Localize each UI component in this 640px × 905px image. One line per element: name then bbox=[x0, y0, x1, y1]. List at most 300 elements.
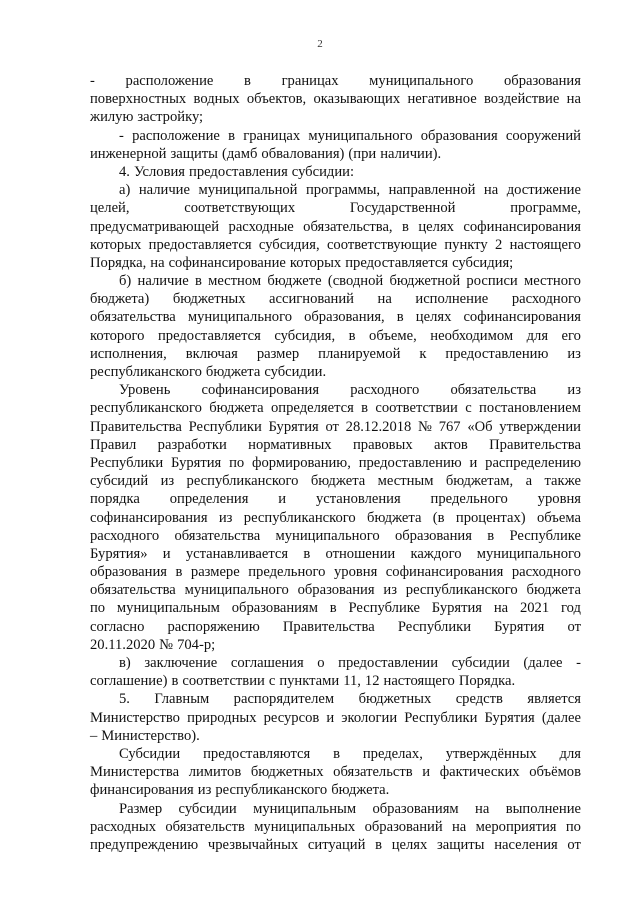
text-line bbox=[90, 254, 581, 272]
word: уровня bbox=[333, 564, 378, 581]
word: нормативных bbox=[248, 436, 332, 453]
word: на bbox=[150, 254, 165, 271]
word: является bbox=[527, 691, 581, 708]
word: Министерства bbox=[90, 764, 180, 781]
word: на bbox=[475, 800, 490, 817]
word: в bbox=[348, 327, 356, 344]
word: правовых bbox=[352, 436, 413, 453]
word: местным bbox=[377, 473, 434, 490]
word: год bbox=[560, 600, 581, 617]
word: - bbox=[119, 127, 124, 144]
word: образования bbox=[297, 582, 375, 599]
word: муниципального bbox=[476, 545, 581, 562]
word: соглашение) bbox=[90, 673, 168, 690]
word: утверждённых bbox=[445, 745, 537, 762]
word: субсидий bbox=[90, 473, 149, 490]
word: софинансирования bbox=[90, 509, 208, 526]
word: «Об bbox=[467, 418, 493, 435]
word: целей, bbox=[90, 200, 130, 217]
word: достижение bbox=[506, 182, 581, 199]
word: Бурятия bbox=[268, 418, 319, 435]
word: бюджетной bbox=[389, 273, 461, 290]
word: Бурятия bbox=[171, 454, 222, 471]
word: постановлением bbox=[479, 400, 581, 417]
word: Уровень bbox=[119, 382, 171, 399]
text-line bbox=[90, 654, 581, 672]
word: защиты bbox=[170, 145, 218, 162]
word: фактических bbox=[439, 764, 520, 781]
word: образования bbox=[90, 564, 167, 581]
text-line bbox=[90, 781, 581, 799]
word: соответствующие bbox=[326, 236, 438, 253]
word: бюджетам, bbox=[445, 473, 514, 490]
word: субсидия, bbox=[258, 236, 320, 253]
word: Республике bbox=[348, 600, 420, 617]
word: Порядка. bbox=[458, 673, 516, 690]
word: в bbox=[396, 309, 404, 326]
word: предоставляются bbox=[203, 745, 311, 762]
text-line bbox=[90, 763, 581, 781]
word: 5. bbox=[119, 691, 130, 708]
word: 2021 bbox=[519, 600, 550, 617]
word: которого bbox=[90, 327, 145, 344]
text-line bbox=[90, 436, 581, 454]
word: Главным bbox=[154, 691, 210, 708]
word: и bbox=[326, 709, 335, 726]
word: заключение bbox=[144, 655, 218, 671]
word: (далее bbox=[523, 655, 563, 671]
word: Республики bbox=[188, 418, 262, 435]
word: порядка bbox=[90, 491, 140, 508]
word: соглашения bbox=[230, 655, 304, 671]
word: инженерной bbox=[90, 145, 167, 162]
text-line bbox=[90, 381, 581, 399]
word: субсидии bbox=[178, 800, 237, 817]
text-line bbox=[90, 145, 581, 163]
word: водных bbox=[193, 91, 240, 108]
word: обязательства bbox=[174, 527, 261, 544]
word: муниципальных bbox=[254, 818, 356, 835]
word: местном bbox=[208, 273, 262, 290]
text-line bbox=[90, 509, 581, 527]
word: формированию, bbox=[252, 454, 351, 471]
word: Республики bbox=[397, 618, 472, 635]
word: уровня bbox=[537, 491, 581, 508]
word: муниципального bbox=[369, 73, 474, 89]
text-line bbox=[90, 745, 581, 763]
text-line bbox=[90, 527, 581, 545]
word: республиканского bbox=[243, 509, 356, 526]
word: 12 bbox=[364, 673, 380, 690]
word: бюджетных bbox=[172, 291, 246, 308]
word: субсидии: bbox=[291, 163, 354, 180]
word: пункту bbox=[444, 236, 488, 253]
word: бюджета bbox=[526, 582, 581, 599]
word: Порядка, bbox=[90, 254, 147, 271]
word: и bbox=[469, 454, 478, 471]
word: воздействие bbox=[483, 91, 560, 108]
text-line bbox=[90, 90, 581, 108]
word: размер bbox=[256, 345, 300, 362]
word: республиканского bbox=[186, 473, 299, 490]
word: защиты bbox=[437, 836, 485, 853]
word: – bbox=[90, 727, 98, 744]
word: обязательства bbox=[90, 582, 176, 599]
word: необходимом bbox=[430, 327, 514, 344]
word: объёмов bbox=[529, 764, 581, 781]
word: целях bbox=[418, 218, 454, 235]
word: софинансирования bbox=[201, 382, 320, 399]
text-line bbox=[90, 636, 581, 654]
word: направленной bbox=[388, 182, 476, 199]
word: муниципальным bbox=[253, 800, 357, 817]
word: природных bbox=[187, 709, 257, 726]
word: - bbox=[576, 655, 581, 671]
text-line bbox=[90, 236, 581, 254]
word: в bbox=[303, 545, 311, 562]
text-line bbox=[90, 563, 581, 581]
word: муниципального bbox=[275, 527, 380, 544]
text-line bbox=[90, 800, 581, 818]
word: 20.11.2020 bbox=[90, 636, 156, 653]
word: софинансирования bbox=[463, 309, 581, 326]
word: ресурсов bbox=[263, 709, 320, 726]
word: Правительства bbox=[489, 436, 581, 453]
word: расходного bbox=[511, 291, 581, 308]
word: в) bbox=[119, 655, 131, 671]
word: пунктами bbox=[279, 673, 340, 690]
word: 28.12.2018 bbox=[345, 418, 412, 435]
text-line bbox=[90, 108, 581, 126]
word: обязательства bbox=[450, 382, 537, 399]
word: Республике bbox=[509, 527, 581, 544]
word: в bbox=[329, 600, 337, 617]
word: а bbox=[525, 473, 533, 490]
word: расположение bbox=[132, 127, 220, 144]
word: финансирования bbox=[90, 782, 194, 799]
text-line bbox=[90, 418, 581, 436]
word: предоставлении bbox=[338, 655, 439, 671]
word: расходного bbox=[350, 382, 420, 399]
word: оказывающих bbox=[313, 91, 401, 108]
word: каждого bbox=[410, 545, 462, 562]
word: расходного bbox=[90, 527, 160, 544]
word: предусматривающей bbox=[90, 218, 220, 235]
word: также bbox=[544, 473, 581, 490]
text-line bbox=[90, 454, 581, 472]
word: процентах) bbox=[455, 509, 526, 526]
text-line bbox=[90, 181, 581, 199]
word: бюджета bbox=[367, 509, 422, 526]
word: экологии bbox=[341, 709, 398, 726]
text-line bbox=[90, 599, 581, 617]
word: разработки bbox=[157, 436, 227, 453]
word: образования bbox=[503, 73, 581, 89]
word: республиканского bbox=[90, 400, 202, 417]
word: субсидия, bbox=[274, 327, 336, 344]
word: в bbox=[487, 527, 495, 544]
text-line bbox=[90, 545, 581, 563]
word: бюджета) bbox=[90, 291, 150, 308]
word: софинансирования bbox=[385, 564, 504, 581]
word: 2 bbox=[494, 236, 503, 253]
word: расположение bbox=[125, 73, 214, 89]
word: бюджетных bbox=[250, 764, 324, 781]
word: бюджета bbox=[310, 473, 366, 490]
document-body bbox=[90, 72, 581, 854]
word: границах bbox=[281, 73, 339, 89]
word: средств bbox=[455, 691, 503, 708]
word: предельного bbox=[430, 491, 508, 508]
text-line bbox=[90, 672, 581, 690]
word: включая bbox=[185, 345, 238, 362]
word: распоряжению bbox=[167, 618, 260, 635]
word: настоящего bbox=[509, 236, 581, 253]
word: наличии). bbox=[380, 145, 442, 162]
word: местного bbox=[523, 273, 581, 290]
word: предоставления bbox=[189, 163, 288, 180]
word: из bbox=[567, 382, 581, 399]
word: целях bbox=[391, 836, 428, 853]
word: бюджетных bbox=[358, 691, 432, 708]
text-line bbox=[90, 163, 581, 181]
word: Правительства bbox=[282, 618, 375, 635]
word: распределению bbox=[485, 454, 581, 471]
word: предоставляется bbox=[157, 327, 261, 344]
word: муниципального bbox=[187, 309, 292, 326]
word: в bbox=[402, 218, 409, 235]
word: на bbox=[377, 291, 392, 308]
word: в bbox=[361, 400, 369, 417]
word: Правил bbox=[90, 436, 137, 453]
word: к bbox=[419, 345, 427, 362]
word: поверхностных bbox=[90, 91, 187, 108]
word: предупреждению bbox=[90, 836, 199, 853]
word: соответствии bbox=[182, 673, 265, 690]
word: Министерство bbox=[90, 709, 180, 726]
word: актов bbox=[434, 436, 468, 453]
word: в bbox=[228, 127, 236, 144]
word: бюджете bbox=[267, 273, 322, 290]
word: в bbox=[333, 745, 340, 762]
word: установления bbox=[315, 491, 401, 508]
word: застройку; bbox=[137, 109, 204, 126]
word: ситуаций bbox=[307, 836, 366, 853]
word: образований bbox=[364, 818, 443, 835]
word: муниципальным bbox=[116, 600, 220, 617]
word: образованиям bbox=[372, 800, 459, 817]
word: обязательств bbox=[165, 818, 245, 835]
word: и bbox=[422, 764, 431, 781]
word: объеме, bbox=[369, 327, 417, 344]
word: ассигнований bbox=[269, 291, 354, 308]
word: б) bbox=[119, 273, 132, 290]
text-line bbox=[90, 363, 581, 381]
text-line bbox=[90, 308, 581, 326]
text-line bbox=[90, 127, 581, 145]
text-line bbox=[90, 399, 581, 417]
word: Бурятия» bbox=[90, 545, 148, 562]
text-line bbox=[90, 218, 581, 236]
word: 4. bbox=[119, 163, 130, 180]
word: по bbox=[90, 600, 106, 617]
word: по bbox=[565, 818, 581, 835]
word: Бурятия bbox=[494, 618, 545, 635]
word: исполнения, bbox=[90, 345, 167, 362]
text-line bbox=[90, 290, 581, 308]
word: с bbox=[465, 400, 472, 417]
word: в bbox=[171, 673, 179, 690]
word: (в bbox=[432, 509, 445, 526]
word: 11, bbox=[343, 673, 361, 690]
text-line bbox=[90, 581, 581, 599]
word: из bbox=[383, 582, 397, 599]
word: границах bbox=[243, 127, 301, 144]
word: - bbox=[90, 73, 95, 89]
word: расходные bbox=[228, 218, 294, 235]
word: бюджета bbox=[209, 400, 264, 417]
word: субсидия; bbox=[452, 254, 514, 271]
word: соответствии bbox=[375, 400, 458, 417]
word: на bbox=[452, 818, 467, 835]
word: негативное bbox=[407, 91, 477, 108]
word: (дамб bbox=[221, 145, 258, 162]
word: республиканского bbox=[90, 364, 202, 380]
word: утверждении bbox=[499, 418, 581, 435]
word: субсидии bbox=[451, 655, 510, 671]
text-line bbox=[90, 727, 581, 745]
word: в bbox=[194, 273, 202, 290]
page-number: 2 bbox=[317, 38, 323, 50]
word: населения bbox=[494, 836, 558, 853]
word: объема bbox=[536, 509, 581, 526]
word: чрезвычайных bbox=[207, 836, 299, 853]
word: муниципального bbox=[184, 582, 289, 599]
word: мероприятия bbox=[475, 818, 557, 835]
word: определяется bbox=[271, 400, 354, 417]
text-line bbox=[90, 818, 581, 836]
word: бюджета. bbox=[331, 782, 390, 799]
word: из bbox=[160, 473, 175, 490]
word: Республики bbox=[404, 709, 478, 726]
word: образованиям bbox=[231, 600, 318, 617]
text-line bbox=[90, 345, 581, 363]
text-line bbox=[90, 690, 581, 708]
word: софинансирование bbox=[168, 254, 286, 271]
word: на bbox=[483, 182, 499, 199]
word: которых bbox=[90, 236, 142, 253]
text-line bbox=[90, 272, 581, 290]
word: соответствующих bbox=[184, 200, 296, 217]
word: наличие bbox=[138, 182, 190, 199]
word: настоящего bbox=[383, 673, 455, 690]
word: софинансирования bbox=[463, 218, 581, 235]
word: планируемой bbox=[318, 345, 401, 362]
word: в bbox=[244, 73, 251, 89]
word: лимитов bbox=[188, 764, 242, 781]
word: субсидии. bbox=[264, 364, 327, 380]
word: из bbox=[218, 509, 233, 526]
word: муниципальной bbox=[198, 182, 298, 199]
text-line bbox=[90, 836, 581, 854]
word: на bbox=[566, 91, 581, 108]
text-line bbox=[90, 327, 581, 345]
text-line bbox=[90, 72, 581, 90]
word: его bbox=[561, 327, 581, 344]
word: программе, bbox=[510, 200, 581, 217]
text-line bbox=[90, 199, 581, 217]
word: Бурятия bbox=[484, 709, 535, 726]
word: 704-р; bbox=[177, 636, 216, 653]
word: наличие bbox=[137, 273, 189, 290]
word: которых bbox=[289, 254, 342, 271]
word: Условия bbox=[133, 163, 186, 180]
word: объектов, bbox=[246, 91, 307, 108]
word: Размер bbox=[119, 800, 163, 817]
word: на bbox=[493, 600, 509, 617]
word: Субсидии bbox=[119, 745, 181, 762]
word: обязательства bbox=[90, 309, 176, 326]
word: из bbox=[567, 345, 581, 362]
word: предоставлению bbox=[358, 454, 462, 471]
word: образования bbox=[420, 127, 498, 144]
word: сооружений bbox=[505, 127, 581, 144]
word: обязательства, bbox=[303, 218, 393, 235]
word: обязательств bbox=[333, 764, 413, 781]
word: и bbox=[162, 545, 171, 562]
word: Государственной bbox=[349, 200, 456, 217]
word: (далее bbox=[541, 709, 581, 726]
word: расходного bbox=[511, 564, 581, 581]
word: 767 bbox=[438, 418, 461, 435]
word: жилую bbox=[90, 109, 134, 126]
word: устанавливается bbox=[185, 545, 289, 562]
word: (при bbox=[348, 145, 377, 162]
word: № bbox=[159, 636, 174, 653]
text-line bbox=[90, 709, 581, 727]
word: предоставляется bbox=[148, 236, 252, 253]
word: для bbox=[559, 745, 581, 762]
word: республиканского bbox=[405, 582, 518, 599]
word: Министерство). bbox=[101, 727, 200, 744]
word: о bbox=[317, 655, 325, 671]
word: для bbox=[526, 327, 549, 344]
word: предоставлению bbox=[445, 345, 549, 362]
word: распорядителем bbox=[233, 691, 335, 708]
word: по bbox=[229, 454, 245, 471]
word: с bbox=[268, 673, 276, 690]
word: образования bbox=[394, 527, 472, 544]
word: и bbox=[278, 491, 287, 508]
word: расходных bbox=[90, 818, 157, 835]
word: Правительства bbox=[90, 418, 182, 435]
word: определения bbox=[169, 491, 249, 508]
word: размере bbox=[190, 564, 240, 581]
word: Республики bbox=[90, 454, 164, 471]
word: обвалования) bbox=[261, 145, 345, 162]
word: предоставляется bbox=[345, 254, 449, 271]
word: Бурятия bbox=[431, 600, 483, 617]
word: отношении bbox=[325, 545, 396, 562]
word: республиканского bbox=[215, 782, 328, 799]
word: а) bbox=[119, 182, 131, 199]
word: в bbox=[175, 564, 183, 581]
word: от bbox=[325, 418, 339, 435]
word: программы, bbox=[305, 182, 381, 199]
word: от bbox=[567, 618, 581, 635]
word: образования, bbox=[304, 309, 385, 326]
word: бюджета bbox=[205, 364, 261, 380]
